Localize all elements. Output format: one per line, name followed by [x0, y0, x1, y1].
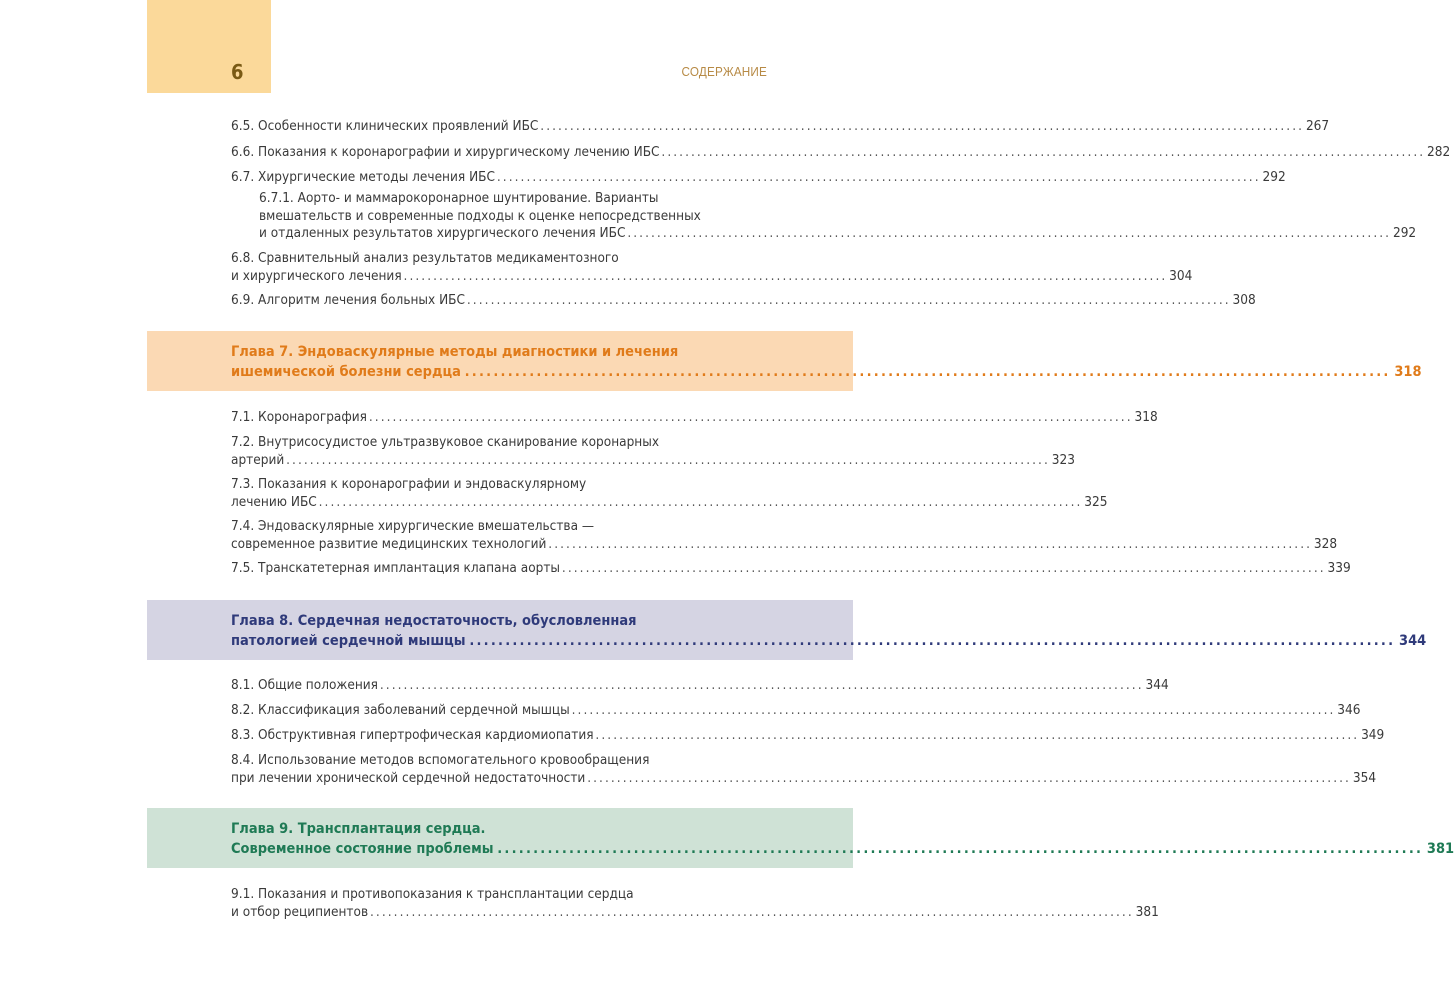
- toc-entry-9-1[interactable]: [231, 886, 1159, 921]
- toc-entry-title: 8.4. Использование методов вспомогательного кровообращения: [231, 753, 650, 768]
- toc-entry-page: 267: [1305, 119, 1330, 134]
- toc-entry-title: 7.3. Показания к коронарографии и эндоваскулярному: [231, 477, 587, 492]
- toc-entry-8-3[interactable]: [231, 727, 1385, 745]
- leader-dots: .................................................................................................................................: [595, 728, 1360, 743]
- leader-dots: .................................................................................................................................: [368, 410, 1133, 425]
- leader-dots: .................................................................................................................................: [548, 536, 1313, 552]
- toc-entry-page: 328: [1313, 536, 1338, 552]
- toc-entry-page: 308: [1232, 293, 1256, 308]
- toc-entry-page: 323: [1051, 452, 1075, 468]
- toc-entry-title: и отбор реципиентов: [231, 904, 369, 920]
- chapter-title: Глава 8. Сердечная недостаточность, обусловленная: [231, 613, 637, 629]
- toc-entry-page: 346: [1337, 703, 1361, 718]
- toc-entry-title: 6.7. Хирургические методы лечения ИБС: [231, 170, 496, 185]
- toc-entry-title: 6.9. Алгоритм лечения больных ИБС: [231, 293, 466, 308]
- toc-entry-page: 292: [1262, 170, 1286, 185]
- toc-entry-title: вмешательств и современные подходы к оценке непосредственных: [259, 208, 701, 224]
- leader-dots: .................................................................................................................................: [286, 452, 1050, 468]
- leader-dots: .................................................................................................................................: [469, 633, 1396, 649]
- chapter-title: ишемической болезни сердца: [231, 364, 461, 380]
- leader-dots: .................................................................................................................................: [587, 770, 1351, 786]
- leader-dots: .................................................................................................................................: [497, 841, 1424, 857]
- toc-entry-title: 7.5. Транскатетерная имплантация клапана аорты: [231, 561, 561, 576]
- toc-entry-page: 318: [1134, 410, 1158, 425]
- chapter-title: Современное состояние проблемы: [231, 841, 494, 857]
- toc-entry-6-7[interactable]: [231, 169, 1286, 187]
- toc-entry-title: и отдаленных результатов хирургического лечения ИБС: [259, 226, 626, 241]
- chapter-9-banner[interactable]: [147, 808, 1454, 868]
- chapter-title: Глава 7. Эндоваскулярные методы диагностики и лечения: [231, 344, 679, 360]
- toc-entry-title: 7.2. Внутрисосудистое ультразвуковое сканирование коронарных: [231, 435, 660, 450]
- toc-entry-title: 6.7.1. Аорто- и маммарокоронарное шунтирование. Варианты: [259, 191, 659, 206]
- chapter-page: 318: [1394, 364, 1422, 380]
- toc-entry-title: 8.3. Обструктивная гипертрофическая кардиомиопатия: [231, 728, 594, 743]
- leader-dots: .................................................................................................................................: [464, 364, 1391, 380]
- page-number-tab: [147, 0, 271, 93]
- toc-entry-title: 7.4. Эндоваскулярные хирургические вмешательства —: [231, 519, 595, 534]
- toc-entry-title: современное развитие медицинских технологий: [231, 536, 547, 552]
- toc-entry-8-1[interactable]: [231, 677, 1169, 695]
- toc-entry-title: 6.5. Особенности клинических проявлений ИБС: [231, 119, 539, 134]
- toc-entry-7-3[interactable]: [231, 476, 1108, 511]
- toc-entry-title: 6.8. Сравнительный анализ результатов медикаментозного: [231, 251, 619, 266]
- leader-dots: .................................................................................................................................: [627, 226, 1392, 241]
- toc-entry-title: 8.1. Общие положения: [231, 678, 378, 693]
- toc-entry-page: 339: [1327, 561, 1351, 576]
- chapter-8-banner[interactable]: [147, 600, 1427, 660]
- toc-entry-page: 354: [1352, 770, 1377, 786]
- leader-dots: .................................................................................................................................: [318, 494, 1083, 510]
- toc-entry-title: 6.6. Показания к коронарографии и хирургическому лечению ИБС: [231, 145, 660, 160]
- toc-entry-page: 325: [1084, 494, 1108, 510]
- leader-dots: .................................................................................................................................: [661, 145, 1426, 160]
- toc-entry-page: 282: [1427, 145, 1451, 160]
- leader-dots: .................................................................................................................................: [540, 119, 1305, 134]
- toc-entry-title: 8.2. Классификация заболеваний сердечной мышцы: [231, 703, 570, 718]
- leader-dots: .................................................................................................................................: [403, 268, 1168, 284]
- leader-dots: .................................................................................................................................: [379, 678, 1144, 693]
- toc-entry-page: 381: [1135, 904, 1159, 920]
- toc-entry-title: артерий: [231, 452, 285, 468]
- leader-dots: .................................................................................................................................: [561, 561, 1326, 576]
- toc-entry-7-1[interactable]: [231, 409, 1158, 427]
- toc-entry-6-6[interactable]: [231, 144, 1451, 162]
- toc-entry-title: и хирургического лечения: [231, 268, 402, 284]
- toc-entry-page: 344: [1145, 678, 1169, 693]
- chapter-page: 381: [1426, 841, 1454, 857]
- toc-entry-6-8[interactable]: [231, 250, 1193, 285]
- toc-entry-7-5[interactable]: [231, 560, 1351, 578]
- toc-entry-6-9[interactable]: [231, 292, 1256, 310]
- toc-entry-7-2[interactable]: [231, 434, 1075, 469]
- chapter-title: Глава 9. Трансплантация сердца.: [231, 821, 486, 837]
- leader-dots: .................................................................................................................................: [466, 293, 1231, 308]
- leader-dots: .................................................................................................................................: [369, 904, 1134, 920]
- toc-entry-7-4[interactable]: [231, 518, 1338, 553]
- chapter-page: 344: [1399, 633, 1427, 649]
- toc-entry-6-5[interactable]: [231, 118, 1330, 136]
- toc-entry-page: 292: [1392, 226, 1417, 241]
- running-header-title: СОДЕРЖАНИЕ: [681, 64, 767, 79]
- toc-entry-title: 9.1. Показания и противопоказания к трансплантации сердца: [231, 887, 634, 902]
- leader-dots: .................................................................................................................................: [496, 170, 1261, 185]
- toc-entry-8-2[interactable]: [231, 702, 1361, 720]
- toc-entry-page: 304: [1169, 268, 1193, 284]
- toc-entry-page: 349: [1361, 728, 1385, 743]
- page-number: 6: [231, 60, 244, 84]
- toc-entry-title: 7.1. Коронарография: [231, 410, 367, 425]
- toc-entry-8-4[interactable]: [231, 752, 1377, 787]
- toc-entry-title: лечению ИБС: [231, 494, 317, 510]
- chapter-7-banner[interactable]: [147, 331, 1422, 391]
- toc-entry-6-7-1[interactable]: [259, 190, 1417, 243]
- leader-dots: .................................................................................................................................: [571, 703, 1336, 718]
- chapter-title: патологией сердечной мышцы: [231, 633, 466, 649]
- toc-entry-title: при лечении хронической сердечной недостаточности: [231, 770, 586, 786]
